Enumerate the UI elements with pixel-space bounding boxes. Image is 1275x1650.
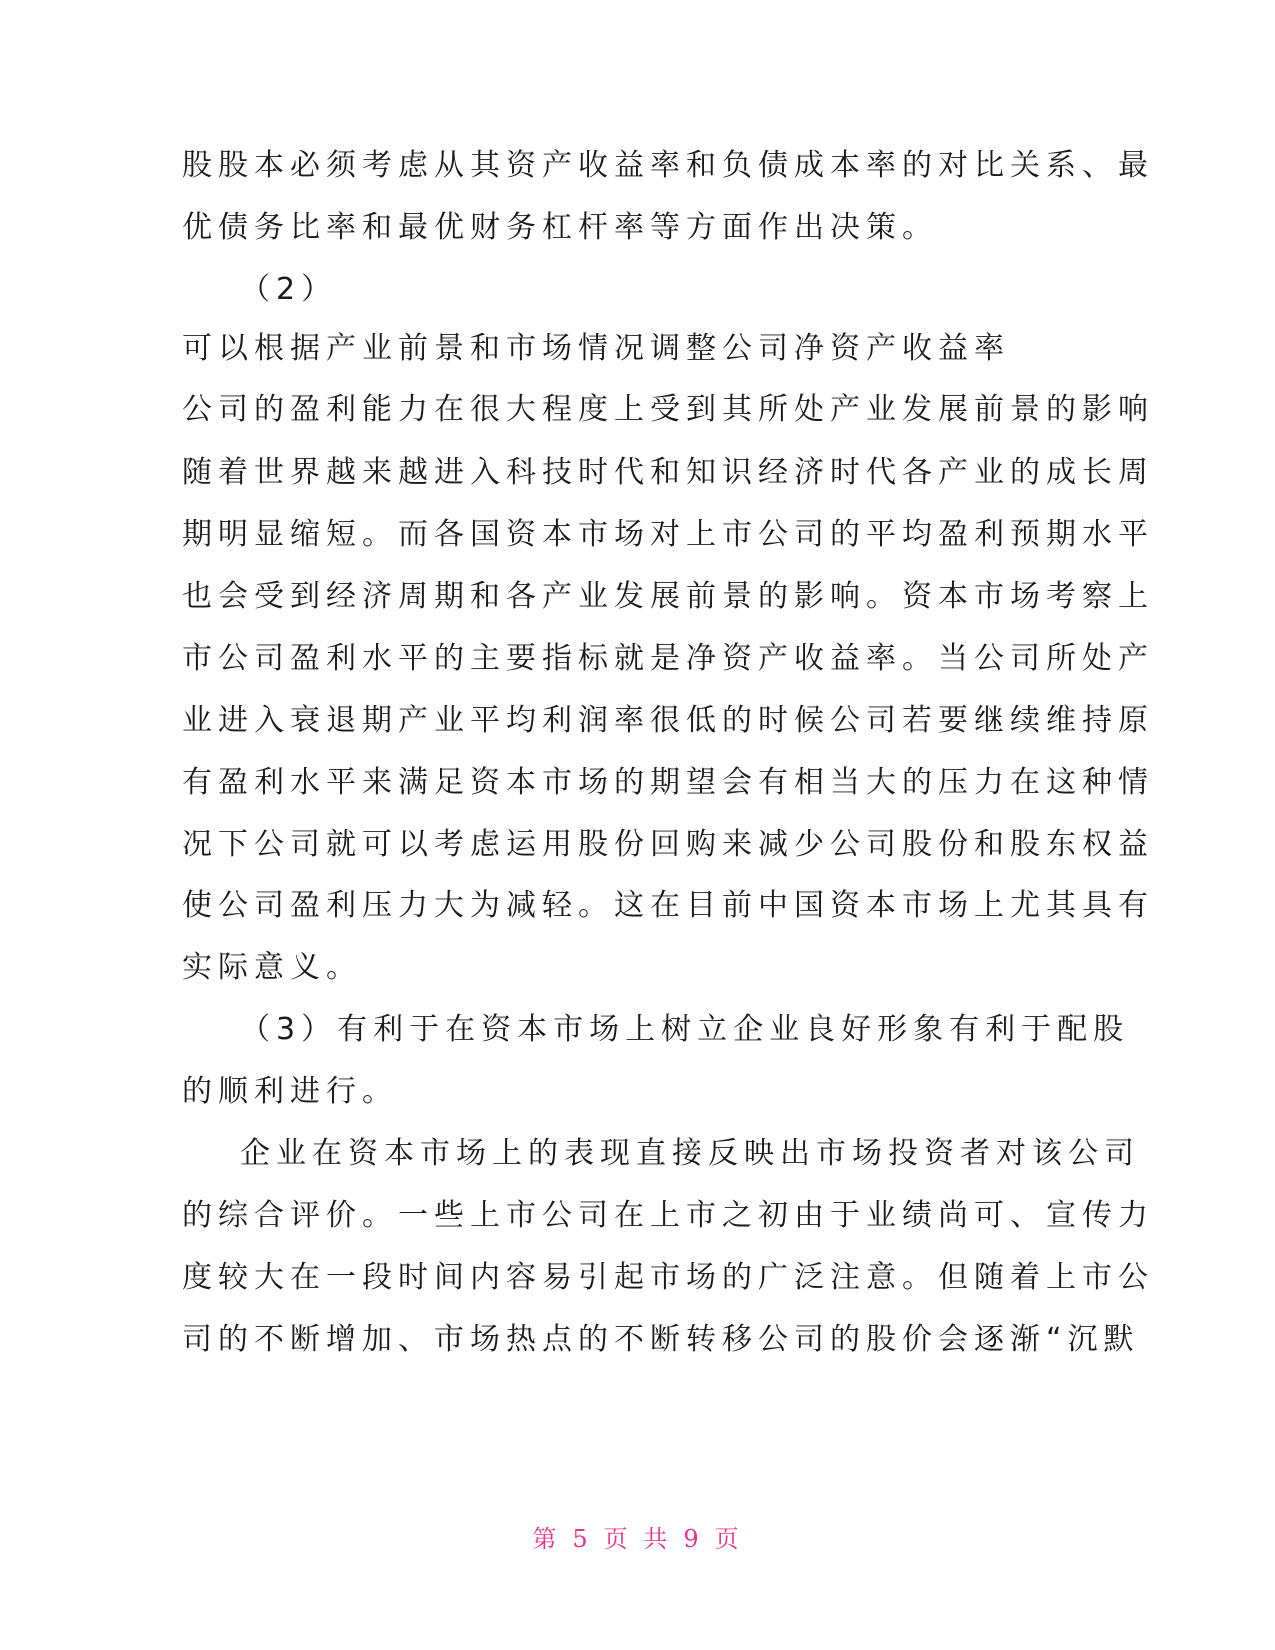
- page-footer: [0, 1524, 1275, 1554]
- footer-label-page: 第: [532, 1525, 561, 1553]
- body-text-line: 司的不断增加、市场热点的不断转移公司的股价会逐渐“沉默: [182, 1322, 1140, 1357]
- body-text-line: 优债务比率和最优财务杠杆率等方面作出决策。: [182, 210, 938, 245]
- body-text-line: 实际意义。: [182, 950, 362, 985]
- section-number: （2）: [240, 272, 338, 307]
- body-text-line: 期明显缩短。而各国资本市场对上市公司的平均盈利预期水平: [182, 517, 1154, 552]
- body-text-line: 度较大在一段时间内容易引起市场的广泛注意。但随着上市公: [182, 1260, 1154, 1295]
- body-text-line: 况下公司就可以考虑运用股份回购来减少公司股份和股东权益: [182, 827, 1154, 862]
- body-text-line: 的顺利进行。: [182, 1074, 398, 1109]
- footer-label-end: 页: [714, 1525, 743, 1553]
- body-text-line: 有盈利水平来满足资本市场的期望会有相当大的压力在这种情: [182, 765, 1154, 800]
- body-text-line: 的综合评价。一些上市公司在上市之初由于业绩尚可、宣传力: [182, 1198, 1154, 1233]
- section-heading: 可以根据产业前景和市场情况调整公司净资产收益率: [182, 331, 1010, 366]
- footer-current-page: 5: [572, 1525, 592, 1553]
- body-text-line: 也会受到经济周期和各产业发展前景的影响。资本市场考察上: [182, 579, 1154, 614]
- body-text-line: 随着世界越来越进入科技时代和知识经济时代各产业的成长周: [182, 455, 1154, 490]
- body-text-line: 企业在资本市场上的表现直接反映出市场投资者对该公司: [240, 1136, 1140, 1171]
- body-text-line: 使公司盈利压力大为减轻。这在目前中国资本市场上尤其具有: [182, 888, 1154, 923]
- body-text-line: 公司的盈利能力在很大程度上受到其所处产业发展前景的影响: [182, 392, 1154, 427]
- body-text-line: 业进入衰退期产业平均利润率很低的时候公司若要继续维持原: [182, 703, 1154, 738]
- section-heading: （3）有利于在资本市场上树立企业良好形象有利于配股: [240, 1012, 1130, 1047]
- body-text-line: 市公司盈利水平的主要指标就是净资产收益率。当公司所处产: [182, 641, 1154, 676]
- footer-total-pages: 9: [683, 1525, 703, 1553]
- body-text-line: 股股本必须考虑从其资产收益率和负债成本率的对比关系、最: [182, 148, 1154, 183]
- footer-label-of: 页 共: [603, 1525, 672, 1553]
